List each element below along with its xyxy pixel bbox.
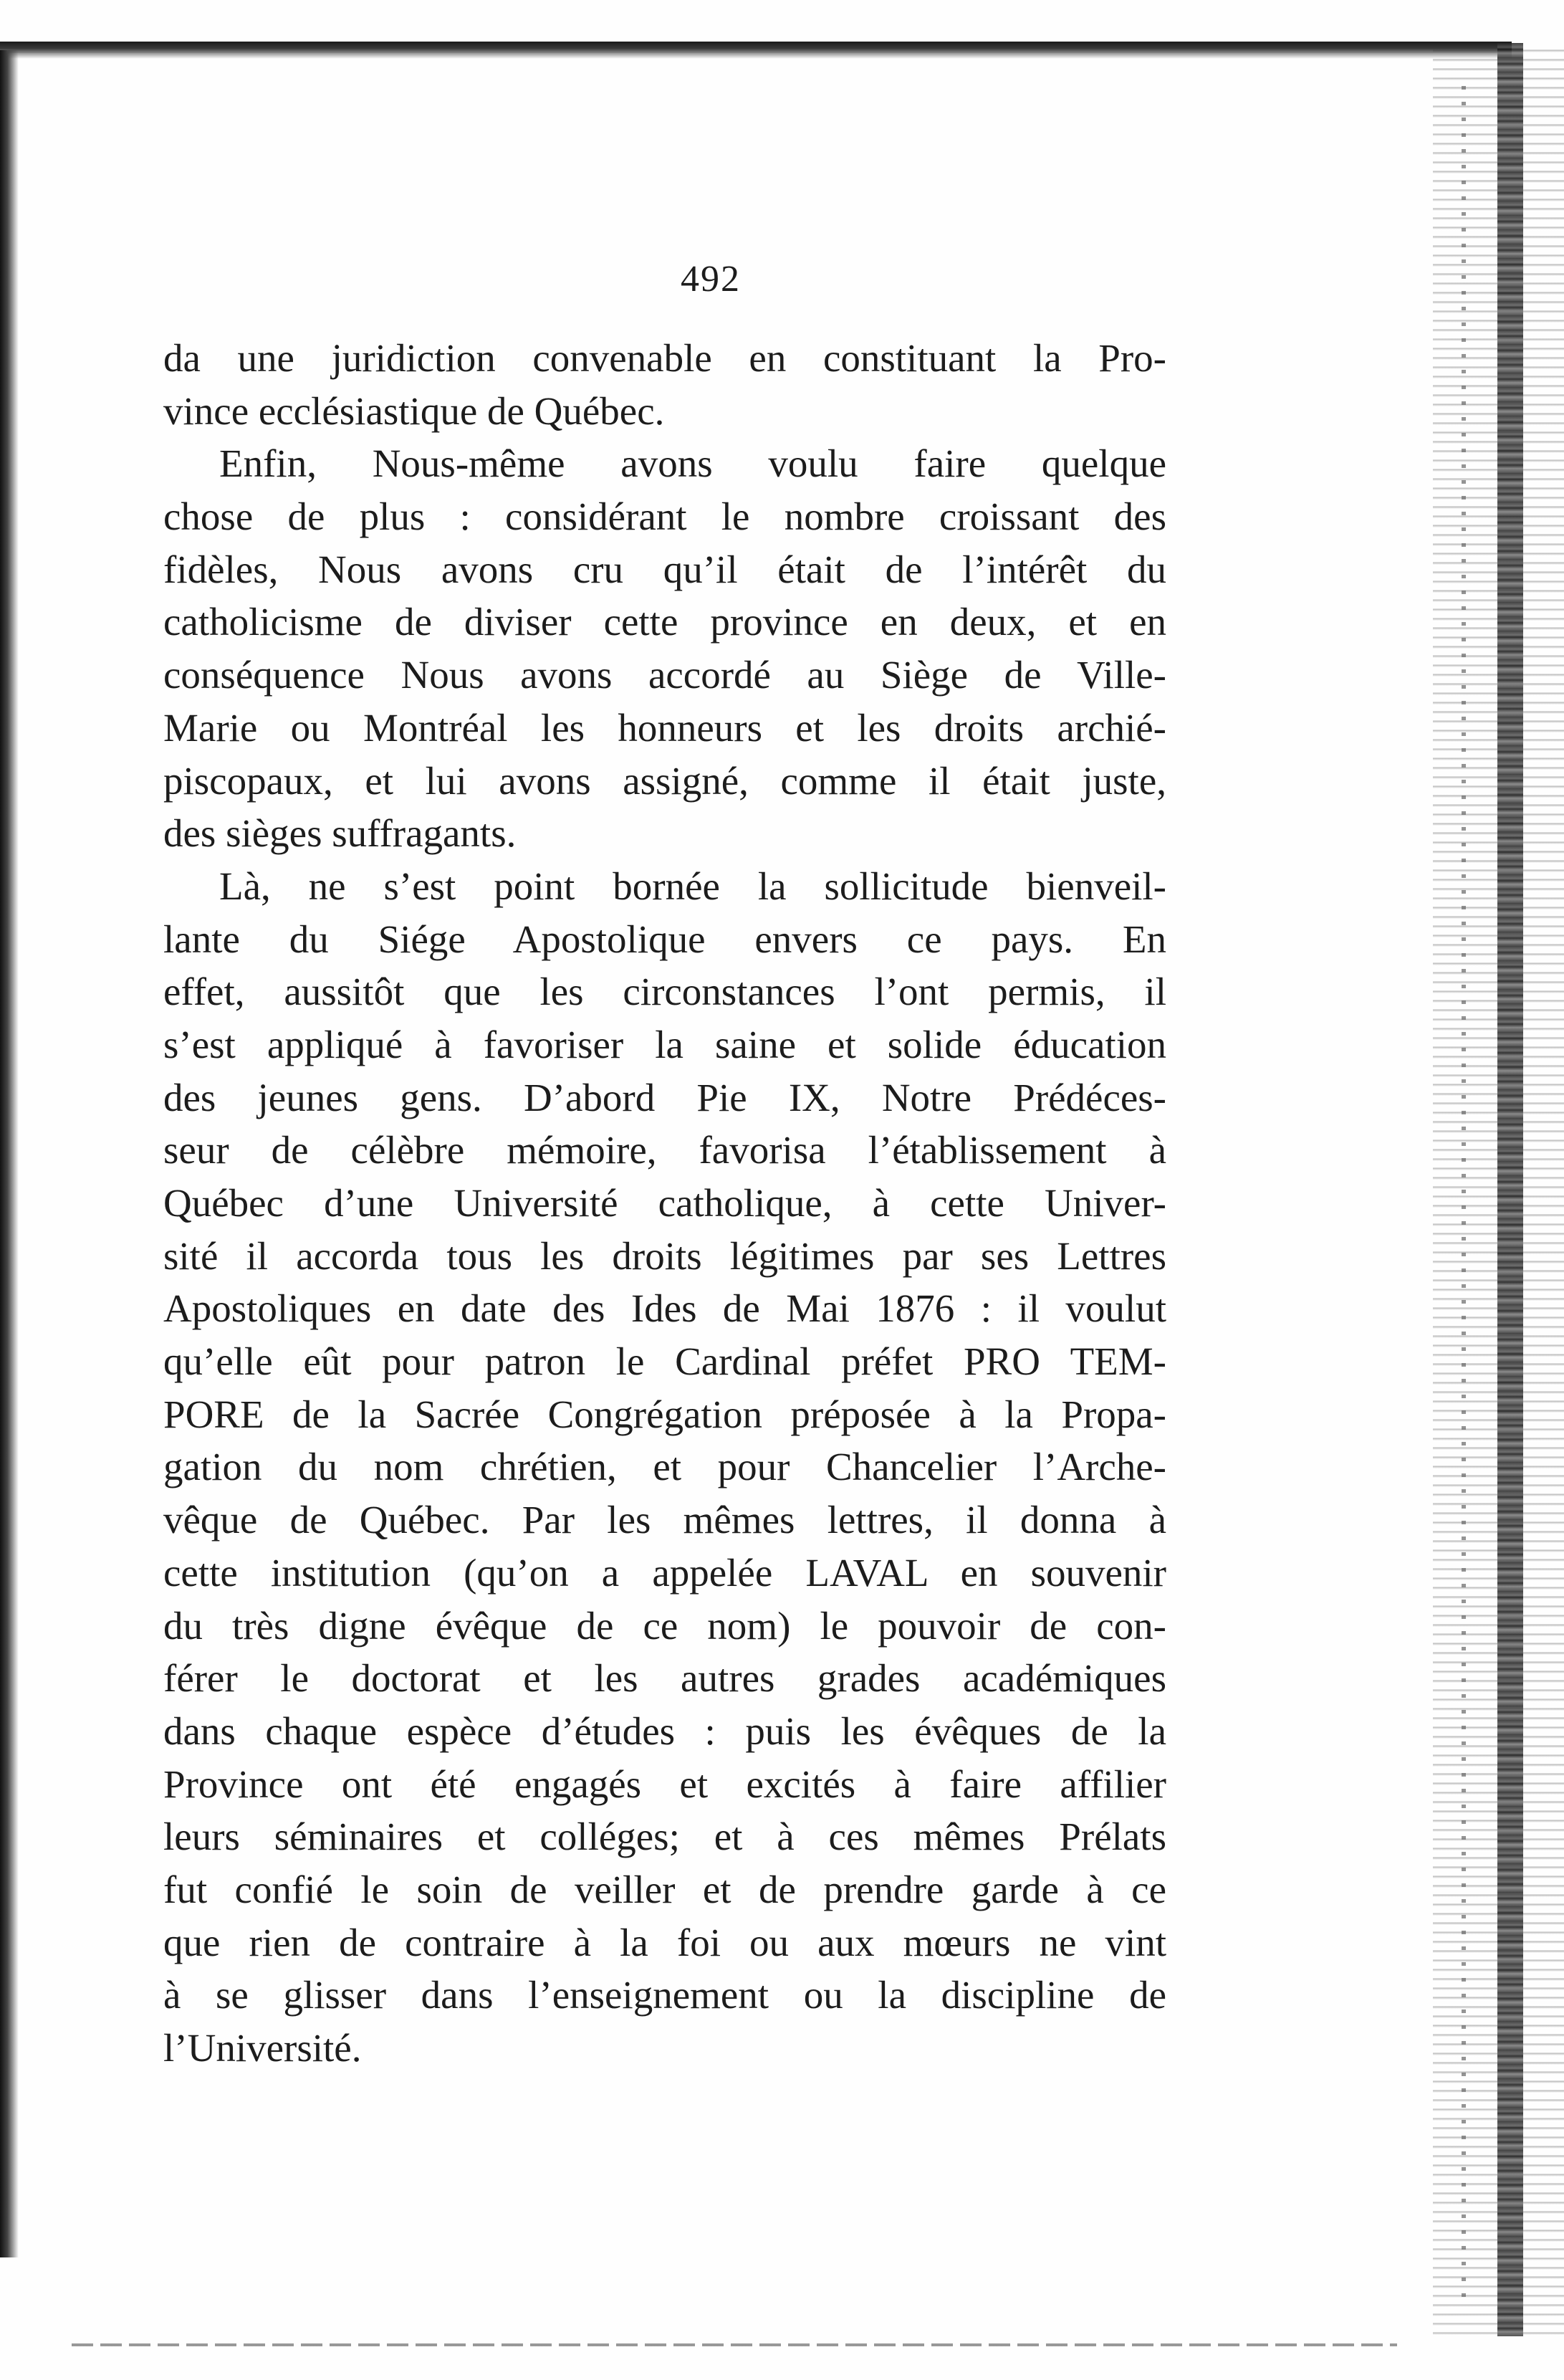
text-line: Province ont été engagés et excités à faire affilier (163, 1762, 1166, 1806)
text-line: conséquence Nous avons accordé au Siège de Ville- (163, 653, 1166, 697)
text-line: dans chaque espèce d’études : puis les évêques de la (163, 1708, 1166, 1753)
text-line: férer le doctorat et les autres grades académiques (163, 1656, 1166, 1701)
text-line: Enfin, Nous-même avons voulu faire quelque (219, 441, 1166, 486)
text-line: cette institution (qu’on a appelée LAVAL en souvenir (163, 1550, 1166, 1595)
text-line: PORE de la Sacrée Congrégation préposée à la Propa- (163, 1392, 1166, 1436)
text-line: piscopaux, et lui avons assigné, comme il était juste, (163, 758, 1166, 803)
text-line: gation du nom chrétien, et pour Chancelier l’Arche- (163, 1445, 1166, 1489)
text-line: qu’elle eût pour patron le Cardinal préfet PRO TEM- (163, 1339, 1166, 1384)
text-line: Là, ne s’est point bornée la sollicitude bienveil- (219, 864, 1166, 908)
page-number: 492 (681, 259, 741, 300)
text-line: Apostoliques en date des Ides de Mai 1876 : il voulut (163, 1286, 1166, 1331)
text-line: que rien de contraire à la foi ou aux mœurs ne vint (163, 1920, 1166, 1964)
text-line: chose de plus : considérant le nombre croissant des (163, 494, 1166, 539)
text-line: fut confié le soin de veiller et de prendre garde à ce (163, 1867, 1166, 1911)
text-line: des sièges suffragants. (163, 811, 517, 856)
scan-right-dashes (1462, 86, 1466, 2308)
text-line: vêque de Québec. Par les mêmes lettres, il donna à (163, 1498, 1166, 1542)
text-line: Marie ou Montréal les honneurs et les droits archié- (163, 705, 1166, 750)
text-line: catholicisme de diviser cette province en deux, et en (163, 600, 1166, 644)
text-line: sité il accorda tous les droits légitimes par ses Lettres (163, 1233, 1166, 1278)
scan-top-edge (0, 42, 1512, 53)
text-line: Québec d’une Université catholique, à cette Univer- (163, 1181, 1166, 1225)
text-line: du très digne évêque de ce nom) le pouvoir de con- (163, 1603, 1166, 1648)
text-line: da une juridiction convenable en constituant la Pro- (163, 336, 1166, 380)
text-line: fidèles, Nous avons cru qu’il était de l’intérêt du (163, 547, 1166, 591)
text-line: effet, aussitôt que les circonstances l’ont permis, il (163, 970, 1166, 1014)
text-line: à se glisser dans l’enseignement ou la discipline de (163, 1973, 1166, 2017)
text-line: vince ecclésiastique de Québec. (163, 388, 665, 433)
text-line: l’Université. (163, 2026, 362, 2070)
text-line: s’est appliqué à favoriser la saine et solide éducation (163, 1022, 1166, 1066)
text-line: leurs séminaires et colléges; et à ces mêmes Prélats (163, 1815, 1166, 1859)
body-text (163, 332, 1166, 2075)
text-line: des jeunes gens. D’abord Pie IX, Notre Prédéces- (163, 1075, 1166, 1119)
scan-bottom-edge (72, 2343, 1397, 2346)
text-line: lante du Siége Apostolique envers ce pays. En (163, 917, 1166, 961)
scan-top-shadow (0, 53, 1512, 59)
text-line: seur de célèbre mémoire, favorisa l’établissement à (163, 1128, 1166, 1172)
scan-left-edge (0, 50, 19, 2257)
scan-right-edge (1497, 43, 1523, 2336)
